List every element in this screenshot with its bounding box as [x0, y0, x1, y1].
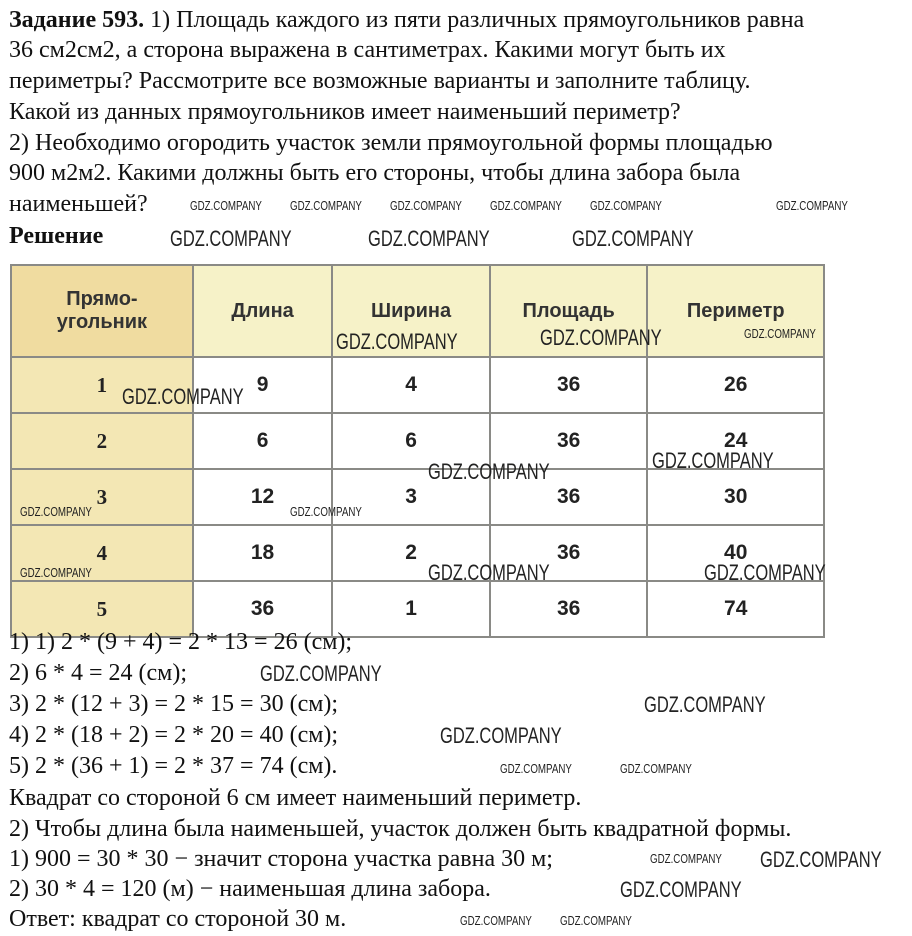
task-line-5: 2) Необходимо огородить участок земли прямоугольной формы площадью	[9, 130, 773, 156]
watermark: GDZ.COMPANY	[260, 661, 382, 686]
solution-line-8: 1) 900 = 30 * 30 − значит сторона участка равна 30 м;	[9, 846, 553, 872]
solution-line-6: Квадрат со стороной 6 см имеет наименьший периметр.	[9, 785, 582, 811]
watermark: GDZ.COMPANY	[500, 761, 572, 776]
cell-number: 1	[11, 357, 193, 413]
watermark: GDZ.COMPANY	[390, 198, 462, 213]
cell-perimeter: 24	[647, 413, 824, 469]
watermark: GDZ.COMPANY	[704, 560, 826, 585]
solution-line-3: 3) 2 * (12 + 3) = 2 * 15 = 30 (см);	[9, 691, 339, 717]
watermark: GDZ.COMPANY	[20, 504, 92, 519]
cell-area: 36	[490, 525, 648, 581]
cell-width: 2	[332, 525, 490, 581]
cell-area: 36	[490, 413, 648, 469]
cell-perimeter: 74	[647, 581, 824, 637]
watermark: GDZ.COMPANY	[290, 504, 362, 519]
table-row	[11, 469, 824, 525]
watermark: GDZ.COMPANY	[20, 565, 92, 580]
cell-length: 18	[193, 525, 333, 581]
cell-length: 12	[193, 469, 333, 525]
task-line-6: 900 м2м2. Какими должны быть его стороны, чтобы длина забора была	[9, 160, 741, 186]
solution-line-9: 2) 30 * 4 = 120 (м) − наименьшая длина забора.	[9, 876, 491, 902]
watermark: GDZ.COMPANY	[540, 325, 662, 350]
task-line-2: 36 см2см2, а сторона выражена в сантиметрах. Какими могут быть их	[9, 37, 726, 63]
cell-number: 4	[11, 525, 193, 581]
header-length: Длина	[193, 265, 333, 357]
watermark: GDZ.COMPANY	[336, 329, 458, 354]
watermark: GDZ.COMPANY	[190, 198, 262, 213]
header-width: Ширина	[332, 265, 490, 357]
cell-area: 36	[490, 357, 648, 413]
header-perimeter: Периметр	[647, 265, 824, 357]
solution-line-2: 2) 6 * 4 = 24 (см);	[9, 660, 188, 686]
watermark: GDZ.COMPANY	[776, 198, 848, 213]
watermark: GDZ.COMPANY	[122, 384, 244, 409]
cell-perimeter: 26	[647, 357, 824, 413]
watermark: GDZ.COMPANY	[460, 913, 532, 928]
header-area: Площадь	[490, 265, 648, 357]
watermark: GDZ.COMPANY	[572, 226, 694, 251]
table-row	[11, 525, 824, 581]
task-line-7: наименьшей?	[9, 191, 148, 217]
watermark: GDZ.COMPANY	[760, 847, 882, 872]
cell-length: 9	[193, 357, 333, 413]
solution-heading: Решение	[9, 223, 104, 249]
watermark: GDZ.COMPANY	[428, 560, 550, 585]
watermark: GDZ.COMPANY	[620, 877, 742, 902]
watermark: GDZ.COMPANY	[368, 226, 490, 251]
task-line-4: Какой из данных прямоугольников имеет наименьший периметр?	[9, 99, 681, 125]
cell-length: 6	[193, 413, 333, 469]
watermark: GDZ.COMPANY	[590, 198, 662, 213]
cell-area: 36	[490, 469, 648, 525]
solution-line-4: 4) 2 * (18 + 2) = 2 * 20 = 40 (см);	[9, 722, 339, 748]
cell-width: 1	[332, 581, 490, 637]
cell-length: 36	[193, 581, 333, 637]
solution-line-7: 2) Чтобы длина была наименьшей, участок должен быть квадратной формы.	[9, 816, 792, 842]
watermark: GDZ.COMPANY	[652, 448, 774, 473]
watermark: GDZ.COMPANY	[744, 326, 816, 341]
cell-width: 4	[332, 357, 490, 413]
cell-perimeter: 30	[647, 469, 824, 525]
task-line-1-text: 1) Площадь каждого из пяти различных прямоугольников равна	[144, 7, 805, 33]
watermark: GDZ.COMPANY	[650, 851, 722, 866]
cell-width: 6	[332, 413, 490, 469]
cell-area: 36	[490, 581, 648, 637]
cell-number: 2	[11, 413, 193, 469]
cell-number: 5	[11, 581, 193, 637]
task-line-1	[9, 5, 804, 35]
cell-width: 3	[332, 469, 490, 525]
watermark: GDZ.COMPANY	[290, 198, 362, 213]
solution-line-5: 5) 2 * (36 + 1) = 2 * 37 = 74 (см).	[9, 753, 338, 779]
cell-number: 3	[11, 469, 193, 525]
watermark: GDZ.COMPANY	[440, 723, 562, 748]
watermark: GDZ.COMPANY	[428, 459, 550, 484]
header-rectangle: Прямо-угольник	[11, 265, 193, 357]
watermark: GDZ.COMPANY	[560, 913, 632, 928]
solution-line-10: Ответ: квадрат со стороной 30 м.	[9, 906, 347, 932]
task-line-3: периметры? Рассмотрите все возможные варианты и заполните таблицу.	[9, 68, 751, 94]
solution-line-1: 1) 1) 2 * (9 + 4) = 2 * 13 = 26 (см);	[9, 629, 353, 655]
watermark: GDZ.COMPANY	[490, 198, 562, 213]
task-label: Задание 593.	[9, 7, 145, 33]
watermark: GDZ.COMPANY	[170, 226, 292, 251]
cell-perimeter: 40	[647, 525, 824, 581]
watermark: GDZ.COMPANY	[620, 761, 692, 776]
watermark: GDZ.COMPANY	[644, 692, 766, 717]
